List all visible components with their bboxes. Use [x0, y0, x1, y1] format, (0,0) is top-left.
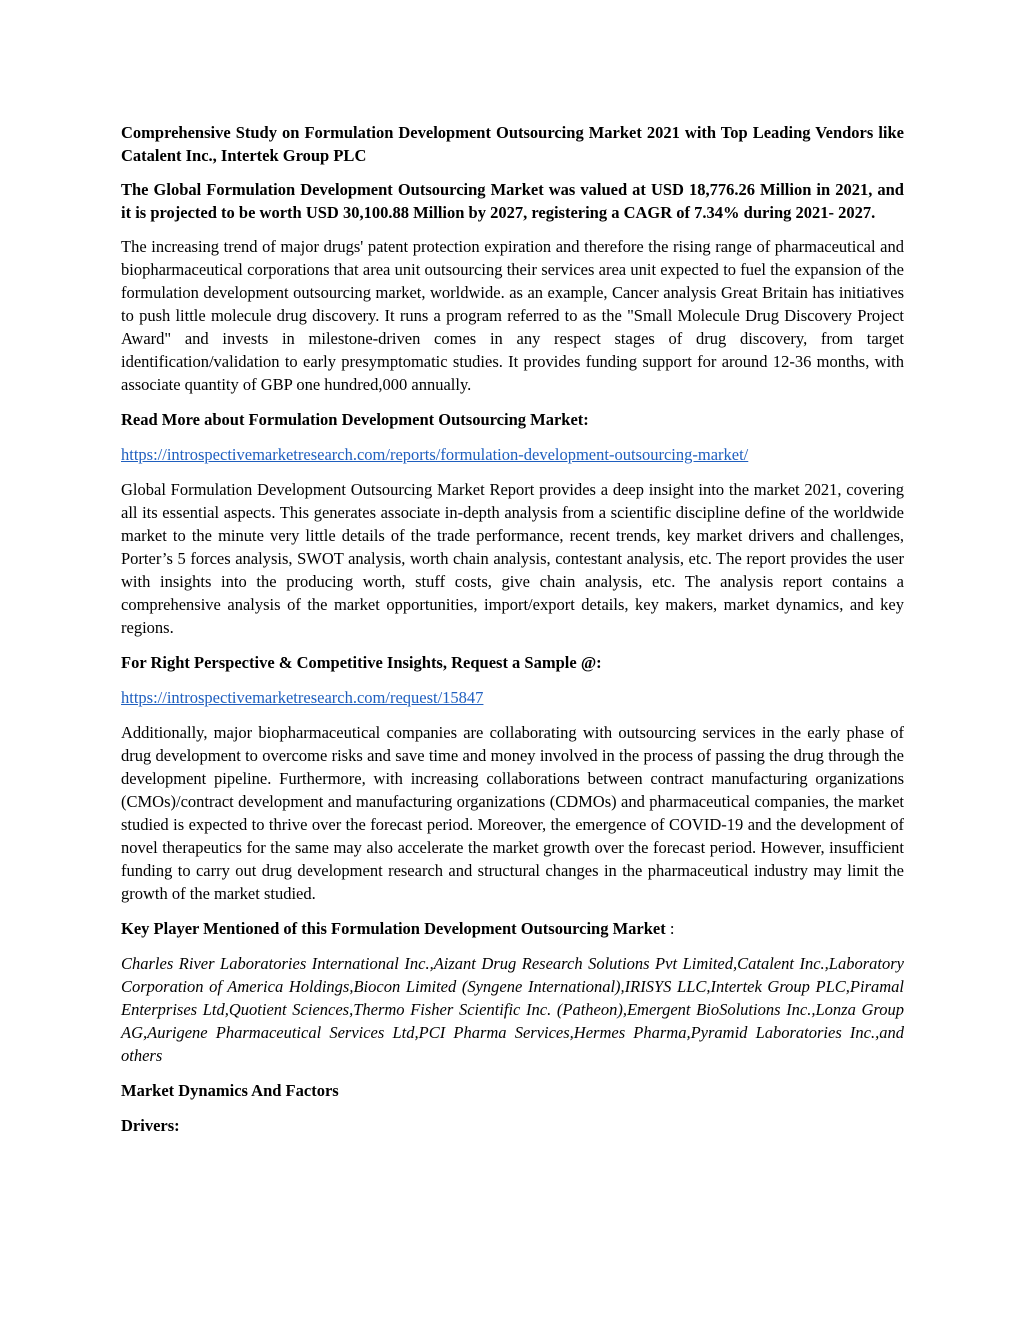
sample-request-heading: For Right Perspective & Competitive Insights, Request a Sample @:	[121, 653, 602, 672]
document-page	[121, 121, 904, 1149]
sample-request-link[interactable]: https://introspectivemarketresearch.com/request/15847	[121, 688, 484, 707]
drivers-heading: Drivers:	[121, 1116, 180, 1135]
intro-paragraph: The increasing trend of major drugs' patent protection expiration and therefore the rising range of pharmaceutical and biopharmaceutical corporations that area unit outsourcing their services area unit expected to fuel the expansion of the formulation development outsourcing market, worldwide. as an example, Cancer analysis Great Britain has initiatives to push little molecule drug discovery. It runs a program referred to as the "Small Molecule Drug Discovery Project Award" and invests in milestone-driven comes in any respect stages of drug discovery, from target identification/validation to early presymptomatic studies. It provides funding support for around 12-36 months, with associate quantity of GBP one hundred,000 annually.	[121, 237, 904, 394]
document-title: Comprehensive Study on Formulation Development Outsourcing Market 2021 with Top Leading Vendors like Catalent Inc., Intertek Group PLC	[121, 123, 904, 165]
key-player-heading	[121, 917, 904, 940]
read-more-heading: Read More about Formulation Development Outsourcing Market:	[121, 410, 589, 429]
key-player-heading-text: Key Player Mentioned of this Formulation Development Outsourcing Market	[121, 919, 666, 938]
market-dynamics-heading: Market Dynamics And Factors	[121, 1081, 339, 1100]
key-player-heading-colon: :	[665, 919, 675, 938]
key-players-list: Charles River Laboratories International Inc.,Aizant Drug Research Solutions Pvt Limited,Catalent Inc.,Laboratory Corporation of America Holdings,Biocon Limited (Syngene International),IRISYS LLC,Intertek Group PLC,Piramal Enterprises Ltd,Quotient Sciences,Thermo Fisher Scientific Inc. (Patheon),Emergent BioSolutions Inc.,Lonza Group AG,Aurigene Pharmaceutical Services Ltd,PCI Pharma Services,Hermes Pharma,Pyramid Laboratories Inc.,and others	[121, 954, 904, 1065]
market-context-paragraph: Additionally, major biopharmaceutical companies are collaborating with outsourcing services in the early phase of drug development to overcome risks and save time and money involved in the process of passing the drug through the development pipeline. Furthermore, with increasing collaborations between contract manufacturing organizations (CMOs)/contract development and manufacturing organizations (CDMOs) and pharmaceutical companies, the market studied is expected to thrive over the forecast period. Moreover, the emergence of COVID-19 and the development of novel therapeutics for the same may also accelerate the market growth over the forecast period. However, insufficient funding to carry out drug development research and structural changes in the pharmaceutical industry may limit the growth of the market studied.	[121, 723, 904, 903]
report-link[interactable]: https://introspectivemarketresearch.com/reports/formulation-development-outsourcing-market/	[121, 445, 749, 464]
report-overview-paragraph: Global Formulation Development Outsourcing Market Report provides a deep insight into the market 2021, covering all its essential aspects. This generates associate in-depth analysis from a scientific discipline define of the worldwide market to the minute very little details of the trade performance, recent trends, key market drivers and challenges, Porter’s 5 forces analysis, SWOT analysis, worth chain analysis, contestant analysis, etc. The report provides the user with insights into the producing worth, stuff costs, give chain analysis, etc. The analysis report contains a comprehensive analysis of the market opportunities, import/export details, key makers, market dynamics, and key regions.	[121, 480, 904, 637]
market-value-summary: The Global Formulation Development Outsourcing Market was valued at USD 18,776.26 Million in 2021, and it is projected to be worth USD 30,100.88 Million by 2027, registering a CAGR of 7.34% during 2021- 2027.	[121, 180, 904, 222]
